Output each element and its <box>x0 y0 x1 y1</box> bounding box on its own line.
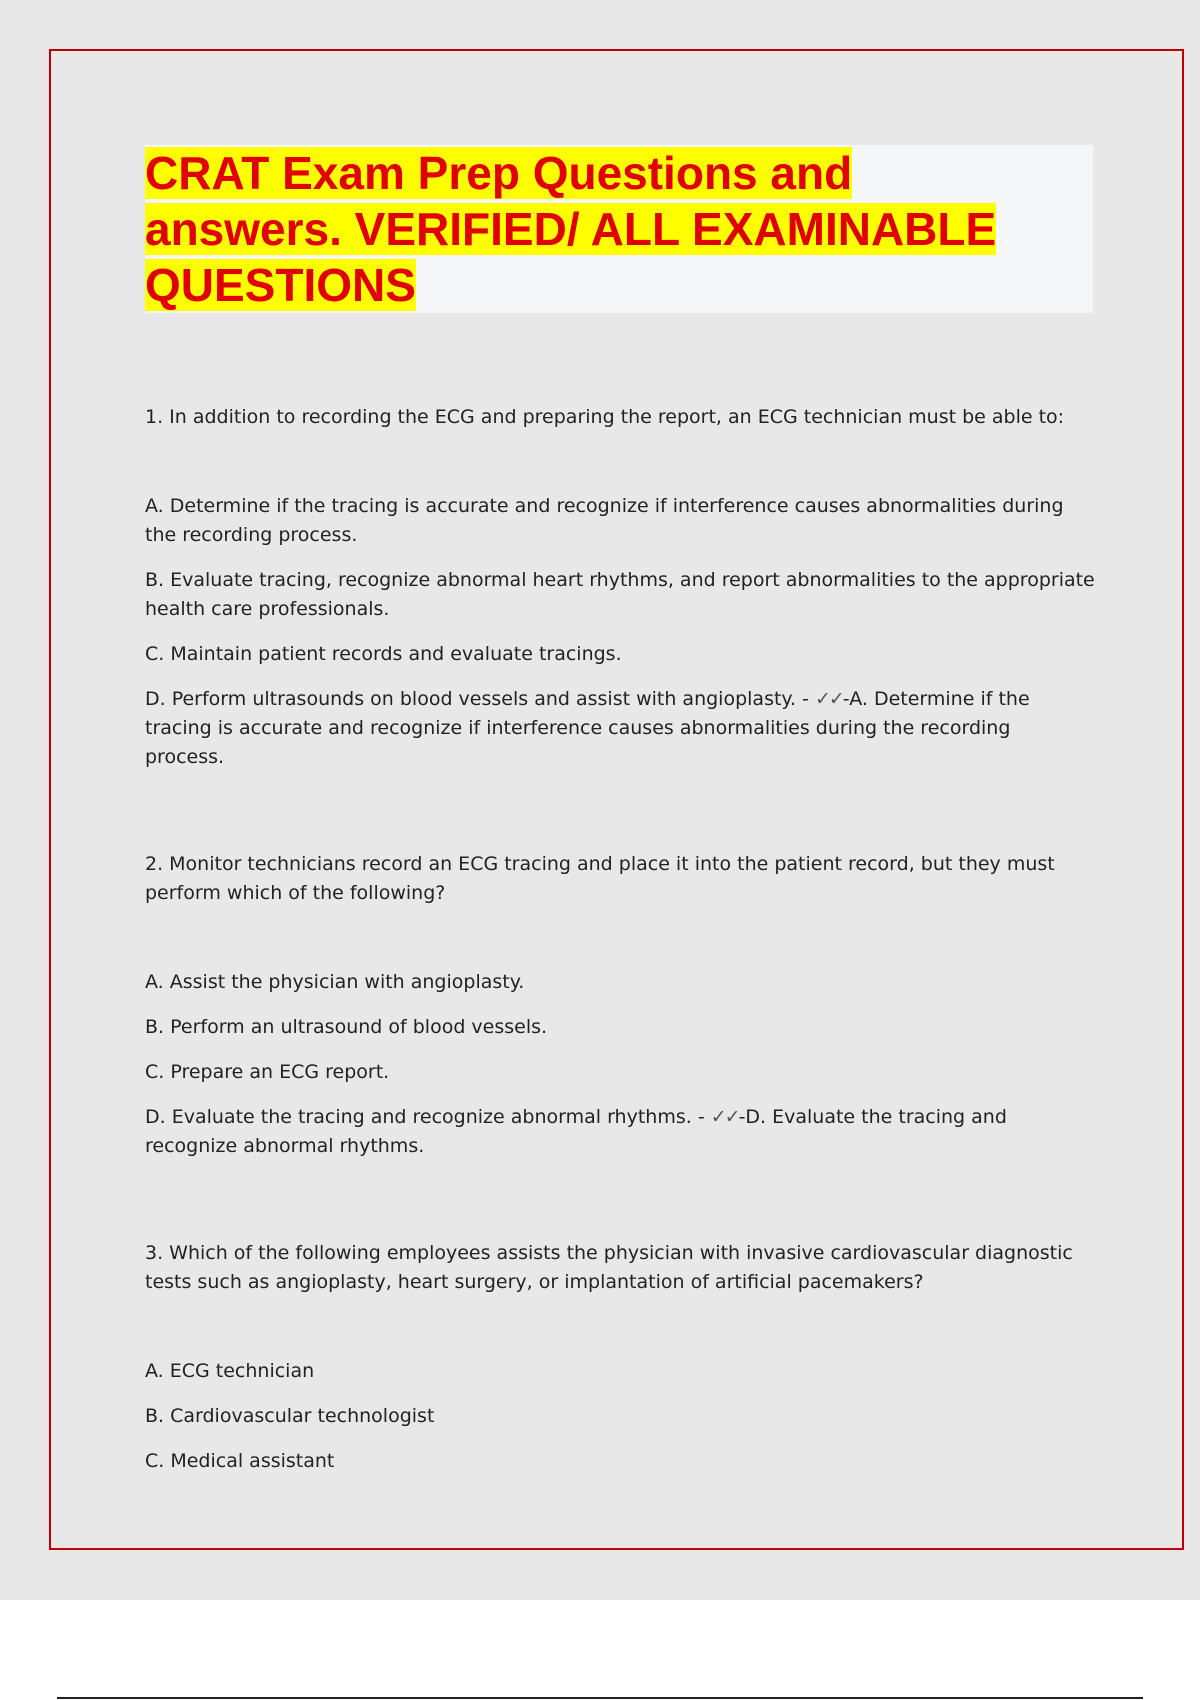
option-b: B. Evaluate tracing, recognize abnormal heart rhythms, and report abnormalities to the appropriate health care professionals. <box>145 569 1095 620</box>
option-a: A. Determine if the tracing is accurate and recognize if interference causes abnormalities during the recording process. <box>145 495 1064 546</box>
option-a: A. ECG technician <box>145 1360 315 1382</box>
question-block-2 <box>145 850 1095 1161</box>
question-1 <box>145 403 1095 432</box>
option-d-with-answer <box>145 1103 1095 1161</box>
question-text: 3. Which of the following employees assists the physician with invasive cardiovascular diagnostic tests such as angioplasty, heart surgery, or implantation of artificial pacemakers? <box>145 1242 1073 1293</box>
option-c: C. Maintain patient records and evaluate tracings. <box>145 643 622 665</box>
title-line-1: CRAT Exam Prep Questions and <box>145 147 853 199</box>
question-2 <box>145 850 1095 908</box>
question-3 <box>145 1239 1095 1297</box>
options-list-1 <box>145 492 1095 772</box>
option-d: D. Evaluate the tracing and recognize abnormal rhythms. - <box>145 1106 711 1128</box>
option-c: C. Medical assistant <box>145 1450 335 1472</box>
double-check-icon: ✓✓ <box>710 1106 739 1128</box>
option-d-with-answer <box>145 685 1095 772</box>
answer-text: -D. Evaluate the tracing and recognize abnormal rhythms. <box>145 1106 1007 1157</box>
answer-text: -A. Determine if the tracing is accurate and recognize if interference causes abnormalities during the recording process. <box>145 688 1030 768</box>
bottom-rule <box>57 1697 1143 1699</box>
option-a: A. Assist the physician with angioplasty. <box>145 971 525 993</box>
option-d: D. Perform ultrasounds on blood vessels and assist with angioplasty. - <box>145 688 815 710</box>
question-text: 2. Monitor technicians record an ECG tracing and place it into the patient record, but they must perform which of the following? <box>145 853 1055 904</box>
double-check-icon: ✓✓ <box>814 688 843 710</box>
question-text: 1. In addition to recording the ECG and preparing the report, an ECG technician must be able to: <box>145 406 1065 428</box>
question-block-3 <box>145 1239 1095 1476</box>
title-box <box>145 145 1093 313</box>
document-title <box>145 145 1093 313</box>
options-list-3 <box>145 1357 1095 1476</box>
question-block-1 <box>145 403 1095 772</box>
option-b: B. Perform an ultrasound of blood vessels. <box>145 1016 548 1038</box>
title-line-3: QUESTIONS <box>145 259 416 311</box>
title-line-2: answers. VERIFIED/ ALL EXAMINABLE <box>145 203 997 255</box>
option-b: B. Cardiovascular technologist <box>145 1405 435 1427</box>
document-content <box>145 145 1095 1492</box>
option-c: C. Prepare an ECG report. <box>145 1061 390 1083</box>
options-list-2 <box>145 968 1095 1161</box>
